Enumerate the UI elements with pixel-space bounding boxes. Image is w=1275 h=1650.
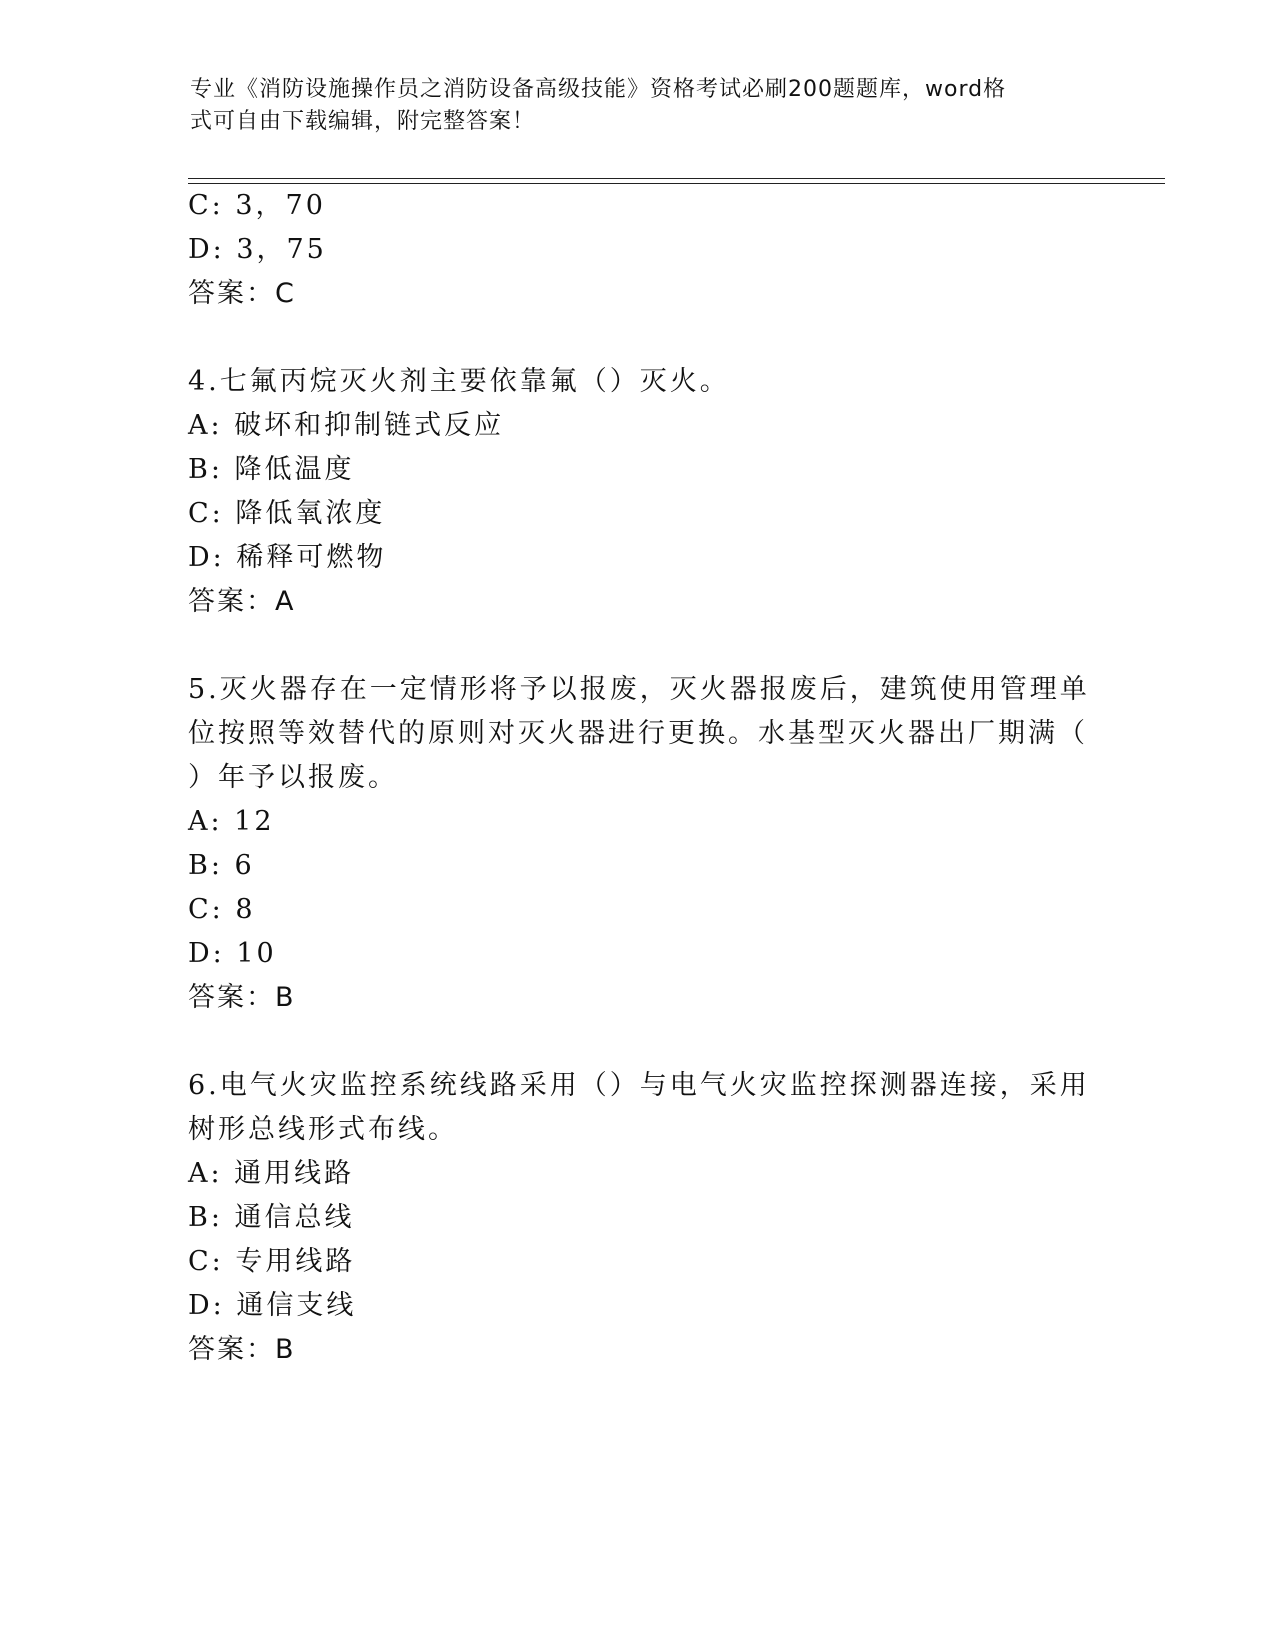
question-6-answer: 答案：B	[188, 1334, 296, 1365]
question-6-option-a: A: 通用线路	[188, 1158, 355, 1189]
prev-answer: 答案：C	[188, 278, 296, 309]
header-divider-bottom	[188, 183, 1165, 184]
header-divider-top	[188, 178, 1165, 179]
question-5-option-d: D: 10	[188, 938, 277, 969]
question-6-option-d: D: 通信支线	[188, 1290, 357, 1321]
question-5-stem-line-2: 位按照等效替代的原则对灭火器进行更换。水基型灭火器出厂期满（	[188, 718, 1088, 749]
question-4-option-b: B: 降低温度	[188, 454, 355, 485]
question-5-stem-line-3: ）年予以报废。	[188, 762, 398, 793]
question-5-answer: 答案：B	[188, 982, 296, 1013]
question-5-option-b: B: 6	[188, 850, 255, 881]
question-6-option-c: C: 专用线路	[188, 1246, 356, 1277]
question-5-option-a: A: 12	[188, 806, 275, 837]
question-5-stem-line-1: 5.灭火器存在一定情形将予以报废，灭火器报废后，建筑使用管理单	[188, 674, 1090, 705]
question-4-answer: 答案：A	[188, 586, 296, 617]
question-4-stem: 4.七氟丙烷灭火剂主要依靠氟（）灭火。	[188, 366, 730, 397]
header-line-2: 式可自由下载编辑，附完整答案！	[190, 109, 536, 134]
prev-option-c: C: 3，70	[188, 190, 326, 221]
document-header	[190, 74, 1070, 138]
question-4-option-c: C: 降低氧浓度	[188, 498, 386, 529]
question-5-option-c: C: 8	[188, 894, 256, 925]
question-6-stem-line-2: 树形总线形式布线。	[188, 1114, 458, 1145]
prev-option-d: D: 3，75	[188, 234, 327, 265]
question-6-stem-line-1: 6.电气火灾监控系统线路采用（）与电气火灾监控探测器连接，采用	[188, 1070, 1090, 1101]
question-6-option-b: B: 通信总线	[188, 1202, 355, 1233]
question-4-option-d: D: 稀释可燃物	[188, 542, 387, 573]
header-line-1: 专业《消防设施操作员之消防设备高级技能》资格考试必刷200题题库，word格	[190, 77, 1007, 102]
question-4-option-a: A: 破坏和抑制链式反应	[188, 410, 505, 441]
